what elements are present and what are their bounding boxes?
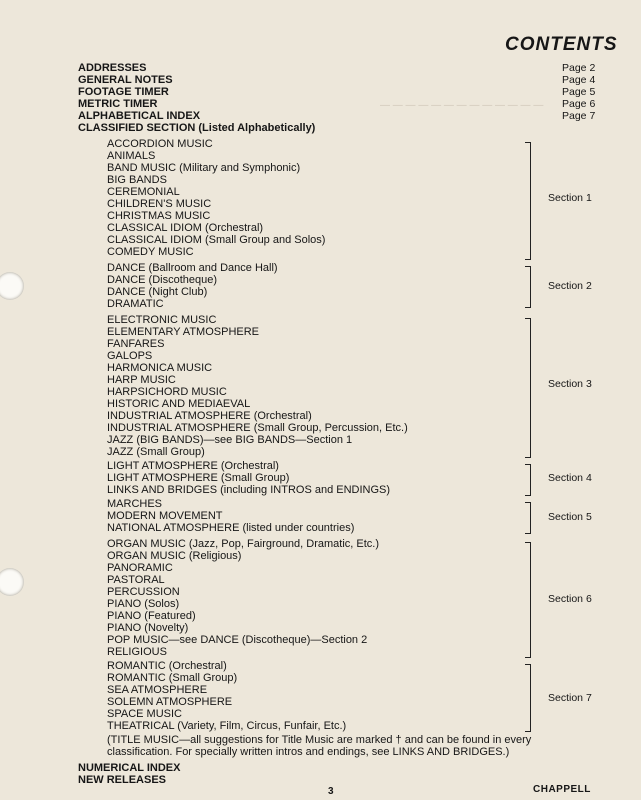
category-item: CEREMONIAL bbox=[107, 186, 180, 198]
category-item: SEA ATMOSPHERE bbox=[107, 684, 208, 696]
category-item: ROMANTIC (Small Group) bbox=[107, 672, 238, 684]
category-item: DANCE (Night Club) bbox=[107, 286, 208, 298]
category-item: CLASSICAL IDIOM (Orchestral) bbox=[107, 222, 264, 234]
category-item: RELIGIOUS bbox=[107, 646, 167, 658]
page-title: CONTENTS bbox=[505, 34, 618, 55]
punch-hole bbox=[0, 568, 24, 596]
section-bracket bbox=[525, 542, 531, 658]
category-item: ORGAN MUSIC (Jazz, Pop, Fairground, Dramatic, Etc.) bbox=[107, 538, 380, 550]
category-item: PERCUSSION bbox=[107, 586, 180, 598]
category-item: NATIONAL ATMOSPHERE (listed under countries) bbox=[107, 522, 355, 534]
category-item: HISTORIC AND MEDIAEVAL bbox=[107, 398, 251, 410]
category-item: HARMONICA MUSIC bbox=[107, 362, 213, 374]
page-number: 3 bbox=[328, 786, 334, 797]
toc-item-alphabetical-index: ALPHABETICAL INDEX bbox=[78, 110, 201, 122]
section-label: Section 3 bbox=[548, 378, 592, 390]
title-music-note: classification. For specially written intros and endings, see LINKS AND BRIDGES.) bbox=[107, 746, 510, 758]
toc-item-footage-timer: FOOTAGE TIMER bbox=[78, 86, 169, 98]
toc-page-number: Page 5 bbox=[562, 86, 596, 98]
category-item: ROMANTIC (Orchestral) bbox=[107, 660, 227, 672]
section-bracket bbox=[525, 142, 531, 260]
category-item: DRAMATIC bbox=[107, 298, 164, 310]
category-item: ACCORDION MUSIC bbox=[107, 138, 213, 150]
toc-page-number: Page 2 bbox=[562, 62, 596, 74]
toc-page-number: Page 4 bbox=[562, 74, 596, 86]
section-bracket bbox=[525, 502, 531, 534]
category-item: HARP MUSIC bbox=[107, 374, 176, 386]
category-item: ANIMALS bbox=[107, 150, 156, 162]
section-label: Section 6 bbox=[548, 593, 592, 605]
section-bracket bbox=[525, 464, 531, 496]
category-item: JAZZ (BIG BANDS)—see BIG BANDS—Section 1 bbox=[107, 434, 353, 446]
category-item: PIANO (Solos) bbox=[107, 598, 180, 610]
category-item: ORGAN MUSIC (Religious) bbox=[107, 550, 242, 562]
toc-page-number: Page 7 bbox=[562, 110, 596, 122]
toc-item-addresses: ADDRESSES bbox=[78, 62, 147, 74]
category-item: PIANO (Featured) bbox=[107, 610, 196, 622]
category-item: LINKS AND BRIDGES (including INTROS and ENDINGS) bbox=[107, 484, 391, 496]
category-item: ELEMENTARY ATMOSPHERE bbox=[107, 326, 260, 338]
bleed-through-text: — — — — — — — — — — — — — bbox=[380, 100, 544, 111]
section-bracket bbox=[525, 266, 531, 308]
category-item: BAND MUSIC (Military and Symphonic) bbox=[107, 162, 301, 174]
category-item: LIGHT ATMOSPHERE (Small Group) bbox=[107, 472, 290, 484]
category-item: PASTORAL bbox=[107, 574, 165, 586]
section-label: Section 4 bbox=[548, 472, 592, 484]
category-item: POP MUSIC—see DANCE (Discotheque)—Section 2 bbox=[107, 634, 368, 646]
section-label: Section 1 bbox=[548, 192, 592, 204]
category-item: ELECTRONIC MUSIC bbox=[107, 314, 217, 326]
category-item: CLASSICAL IDIOM (Small Group and Solos) bbox=[107, 234, 326, 246]
category-item: THEATRICAL (Variety, Film, Circus, Funfair, Etc.) bbox=[107, 720, 347, 732]
toc-item-new-releases: NEW RELEASES bbox=[78, 774, 167, 786]
toc-item-numerical-index: NUMERICAL INDEX bbox=[78, 762, 181, 774]
publisher-name: CHAPPELL bbox=[533, 784, 591, 795]
section-label: Section 2 bbox=[548, 280, 592, 292]
toc-item-metric-timer: METRIC TIMER bbox=[78, 98, 158, 110]
category-item: INDUSTRIAL ATMOSPHERE (Small Group, Percussion, Etc.) bbox=[107, 422, 408, 434]
category-item: DANCE (Discotheque) bbox=[107, 274, 218, 286]
classified-section-heading: CLASSIFIED SECTION (Listed Alphabetically) bbox=[78, 122, 316, 134]
category-item: PANORAMIC bbox=[107, 562, 173, 574]
punch-hole bbox=[0, 272, 24, 300]
section-label: Section 7 bbox=[548, 692, 592, 704]
category-item: DANCE (Ballroom and Dance Hall) bbox=[107, 262, 278, 274]
category-item: MARCHES bbox=[107, 498, 163, 510]
category-item: GALOPS bbox=[107, 350, 153, 362]
category-item: HARPSICHORD MUSIC bbox=[107, 386, 227, 398]
category-item: INDUSTRIAL ATMOSPHERE (Orchestral) bbox=[107, 410, 312, 422]
category-item: COMEDY MUSIC bbox=[107, 246, 194, 258]
category-item: JAZZ (Small Group) bbox=[107, 446, 205, 458]
category-item: BIG BANDS bbox=[107, 174, 167, 186]
category-item: MODERN MOVEMENT bbox=[107, 510, 223, 522]
category-item: LIGHT ATMOSPHERE (Orchestral) bbox=[107, 460, 279, 472]
title-music-note: (TITLE MUSIC—all suggestions for Title Music are marked † and can be found in every bbox=[107, 734, 532, 746]
category-item: SOLEMN ATMOSPHERE bbox=[107, 696, 233, 708]
category-item: CHRISTMAS MUSIC bbox=[107, 210, 211, 222]
section-bracket bbox=[525, 318, 531, 458]
category-item: CHILDREN'S MUSIC bbox=[107, 198, 212, 210]
toc-page-number: Page 6 bbox=[562, 98, 596, 110]
category-item: PIANO (Novelty) bbox=[107, 622, 189, 634]
section-label: Section 5 bbox=[548, 511, 592, 523]
toc-item-general-notes: GENERAL NOTES bbox=[78, 74, 173, 86]
category-item: SPACE MUSIC bbox=[107, 708, 182, 720]
category-item: FANFARES bbox=[107, 338, 165, 350]
section-bracket bbox=[525, 664, 531, 732]
